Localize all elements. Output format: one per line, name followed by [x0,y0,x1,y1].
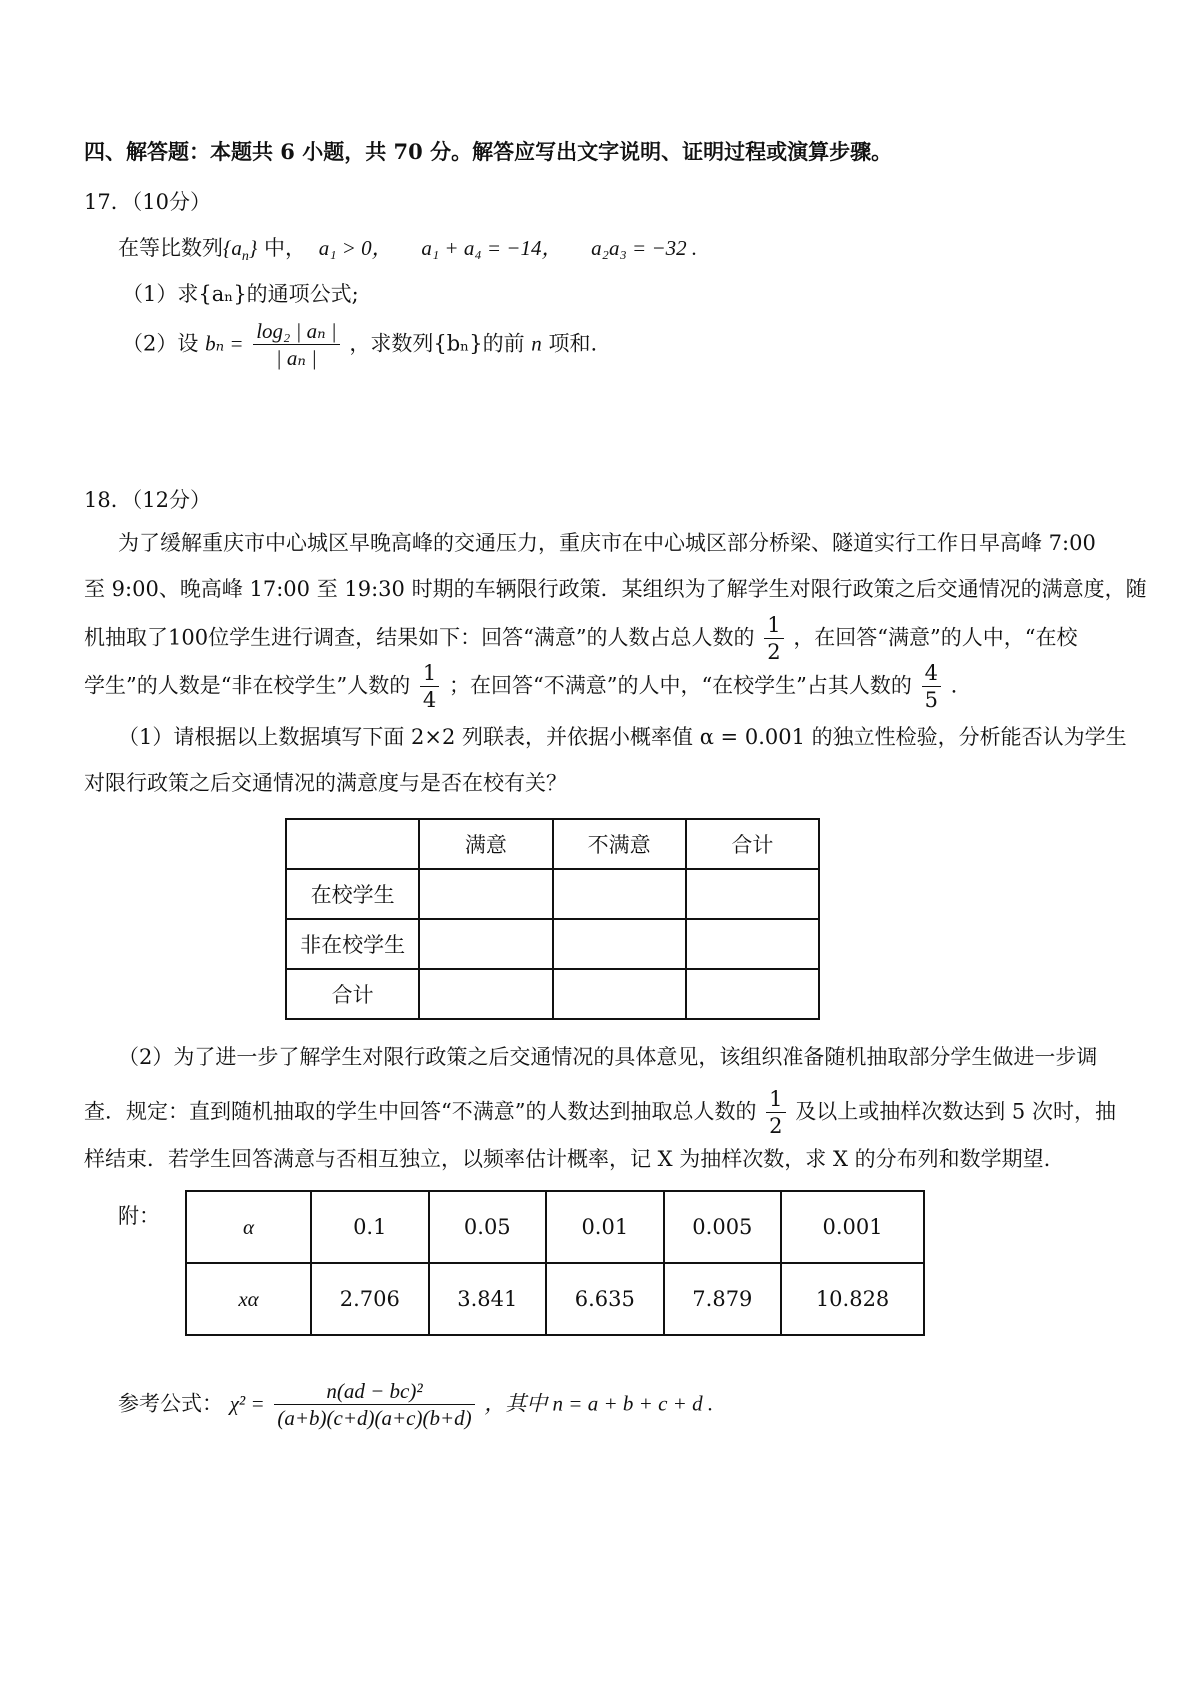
ref-x-value: 7.879 [664,1263,782,1335]
q18-line3-den: 2 [767,640,781,665]
ct-cell [553,919,686,969]
q18-line1: 为了缓解重庆市中心城区早晚高峰的交通压力，重庆市在中心城区部分桥梁、隧道实行工作日早高峰 7:00 [118,531,1096,555]
q17-stem-seq-close: } [248,236,258,260]
q18-line3 [84,612,1078,666]
ct-cell [419,969,552,1019]
ref-x-value: 2.706 [311,1263,429,1335]
ref-x-value: 10.828 [781,1263,924,1335]
q18-line4-fraction1 [420,660,439,714]
ref-x-value: 6.635 [546,1263,664,1335]
ref-x-value: 3.841 [429,1263,547,1335]
ref-row1-label: α [186,1191,311,1263]
formula-lhs: χ² = [229,1391,265,1416]
q17-part2-fraction [253,318,339,372]
q18-line2: 至 9:00、晚高峰 17:00 至 19:30 时期的车辆限行政策．某组织为了解学生对限行政策之后交通情况的满意度，随 [84,577,1147,601]
q17-stem-mid: 中， [257,236,306,260]
formula-numerator: n(ad − bc)² [274,1378,474,1405]
ref-alpha-value: 0.05 [429,1191,547,1263]
q18-line4-fraction2 [922,660,941,714]
ref-row2-label: xα [186,1263,311,1335]
ref-alpha-value: 0.005 [664,1191,782,1263]
ct-header-unsatisfied: 不满意 [553,819,686,869]
q17-stem-seq: {a [223,236,242,260]
q18-line4-c: . [950,673,958,698]
q18-line4-a: 学生”的人数是“非在校学生”人数的 [84,673,411,698]
q17-header: 17．（10分） [84,190,211,214]
ct-header-total: 合计 [686,819,819,869]
q17-part2 [122,318,597,372]
q18-p2-line2-b: 及以上或抽样次数达到 5 次时，抽 [795,1099,1116,1124]
q18-line4-den1: 4 [422,688,437,713]
q18-line4 [84,660,957,714]
q18-header: 18．（12分） [84,488,211,512]
ct-cell [686,919,819,969]
contingency-table [285,818,820,1020]
q18-line4-num1: 1 [420,660,439,687]
reference-formula [118,1378,713,1432]
ref-alpha-value: 0.1 [311,1191,429,1263]
q17-part2-numerator: log₂ | aₙ | [253,318,339,345]
q18-line4-num2: 4 [922,660,941,687]
ct-row-label: 非在校学生 [286,919,419,969]
q17-cond3: a₂a₃ = −32 . [591,236,698,260]
formula-rhs: ，其中 n = a + b + c + d . [484,1391,714,1416]
q18-p2-num: 1 [766,1086,785,1113]
q18-line4-den2: 5 [924,688,938,713]
formula-fraction [274,1378,474,1432]
q17-cond2: a₁ + a₄ = −14， [421,236,563,260]
q17-stem: 在等比数列$\{a_n\}$ 中， a₁ > 0， a₁ + a₄ = −14， a₂a₃ = −32 . [118,236,698,265]
formula-denominator: (a+b)(c+d)(a+c)(b+d) [277,1406,472,1431]
q17-cond1: a₁ > 0， [318,236,393,260]
ct-cell [553,969,686,1019]
q17-part1: （1）求{aₙ}的通项公式; [122,282,359,306]
q17-part2-suffix: ，求数列{bₙ}的前 [349,331,525,356]
appendix-label: 附： [118,1204,160,1228]
ref-alpha-value: 0.001 [781,1191,924,1263]
q18-p1-line2: 对限行政策之后交通情况的满意度与是否在校有关？ [84,771,567,795]
q17-part2-b: bₙ = [205,331,244,356]
q17-part2-n: n [531,331,542,356]
q18-p2-line2 [84,1086,1116,1140]
q18-line3-b: ，在回答“满意”的人中，“在校 [793,625,1078,650]
ct-corner-cell [286,819,419,869]
ref-alpha-value: 0.01 [546,1191,664,1263]
q17-part2-end: 项和. [548,331,598,356]
ct-cell [553,869,686,919]
ct-cell [686,869,819,919]
section-heading: 四、解答题：本题共 6 小题，共 70 分。解答应写出文字说明、证明过程或演算步骤。 [84,139,893,164]
q18-line3-fraction [764,612,783,666]
q18-p2-fraction [766,1086,785,1140]
q17-part2-prefix: （2）设 [122,331,199,356]
ct-cell [419,869,552,919]
q18-p2-line2-a: 查．规定：直到随机抽取的学生中回答“不满意”的人数达到抽取总人数的 [84,1099,757,1124]
ct-header-satisfied: 满意 [419,819,552,869]
q18-line4-b: ；在回答“不满意”的人中，“在校学生”占其人数的 [448,673,912,698]
ct-row-label: 合计 [286,969,419,1019]
q17-stem-prefix: 在等比数列 [118,236,223,260]
formula-label: 参考公式： [118,1391,223,1416]
ct-cell [419,919,552,969]
q18-line3-a: 机抽取了100位学生进行调查，结果如下：回答“满意”的人数占总人数的 [84,625,755,650]
ct-row-label: 在校学生 [286,869,419,919]
q18-p2-line3: 样结束．若学生回答满意与否相互独立，以频率估计概率，记 X 为抽样次数，求 X 的分布列和数学期望. [84,1147,1051,1171]
ct-cell [686,969,819,1019]
q18-p1-line1: （1）请根据以上数据填写下面 2×2 列联表，并依据小概率值 α = 0.001 的独立性检验，分析能否认为学生 [118,725,1127,749]
q17-part2-denominator: | aₙ | [275,346,317,371]
q18-p2-den: 2 [769,1114,783,1139]
q18-line3-num: 1 [764,612,783,639]
critical-value-table [185,1190,925,1336]
q18-p2-line1: （2）为了进一步了解学生对限行政策之后交通情况的具体意见，该组织准备随机抽取部分学生做进一步调 [118,1045,1098,1069]
